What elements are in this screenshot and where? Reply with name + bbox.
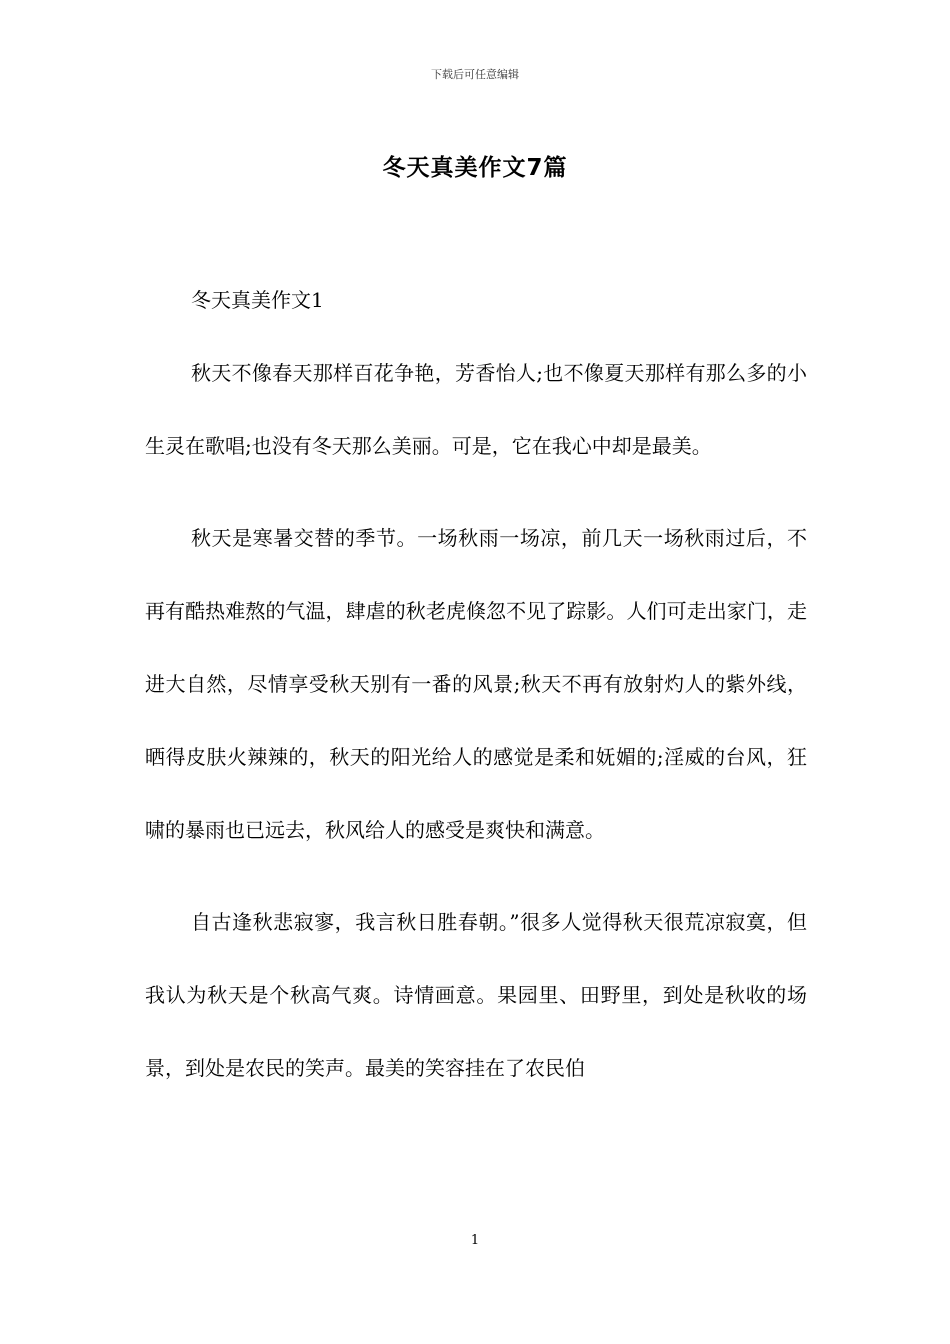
document-body <box>145 282 807 1142</box>
paragraph: 自古逢秋悲寂寥，我言秋日胜春朝。”很多人觉得秋天很荒凉寂寞，但我认为秋天是个秋高气爽。诗情画意。果园里、田野里，到处是秋收的场景，到处是农民的笑声。最美的笑容挂在了农民伯 <box>145 910 807 1080</box>
header-note: 下载后可任意编辑 <box>431 68 519 81</box>
paragraph: 秋天不像春天那样百花争艳，芳香怡人;也不像夏天那样有那么多的小生灵在歌唱;也没有冬天那么美丽。可是，它在我心中却是最美。 <box>145 361 807 458</box>
section-heading: 冬天真美作文1 <box>191 288 324 312</box>
page-number: 1 <box>470 1233 480 1248</box>
paragraph: 秋天是寒暑交替的季节。一场秋雨一场凉，前几天一场秋雨过后，不再有酷热难熬的气温，肆虐的秋老虎倏忽不见了踪影。人们可走出家门，走进大自然，尽情享受秋天别有一番的风景;秋天不再有放射灼人的紫外线，晒得皮肤火辣辣的，秋天的阳光给人的感觉是柔和妩媚的;淫威的台风，狂啸的暴雨也已远去，秋风给人的感受是爽快和满意。 <box>145 526 807 842</box>
document-title: 冬天真美作文7篇 <box>382 155 568 181</box>
